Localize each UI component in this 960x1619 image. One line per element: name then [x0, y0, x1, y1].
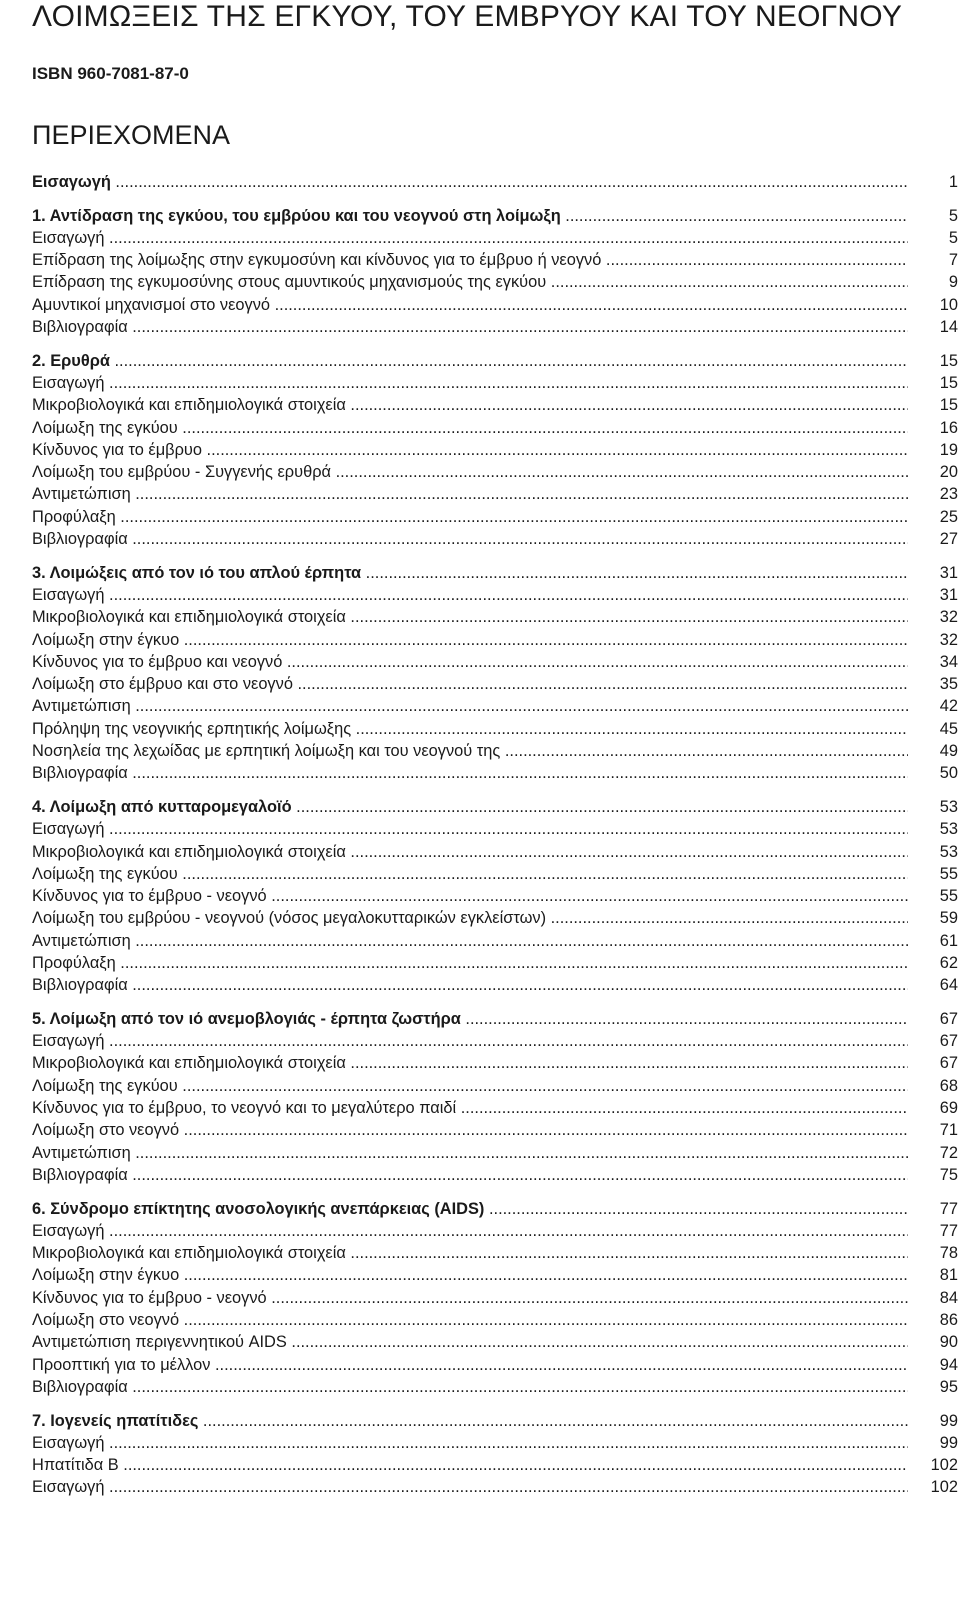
toc-entry-text: Μικροβιολογικά και επιδημιολογικά στοιχεία: [32, 608, 346, 627]
toc-page-number: 59: [939, 909, 958, 928]
toc-entry-label: [32, 651, 908, 673]
toc-entry-row: [32, 718, 958, 740]
toc-entry-label: [32, 863, 908, 885]
toc-entry-label: [32, 1354, 908, 1376]
toc-page-number: 72: [939, 1143, 958, 1162]
toc-page-number: 32: [939, 630, 958, 649]
toc-entry-label: [32, 629, 908, 651]
toc-entry-text: Κίνδυνος για το έμβρυο - νεογνό: [32, 1288, 267, 1307]
toc-page-number: 34: [939, 652, 958, 671]
toc-entry-text: Βιβλιογραφία: [32, 764, 128, 783]
toc-page-number: 35: [939, 675, 958, 694]
toc-entry-label: [32, 673, 908, 695]
toc-entry-label: [32, 885, 908, 907]
toc-entry-row: [32, 762, 958, 784]
toc-entry-label: [32, 1164, 908, 1186]
toc-entry-label: [32, 1376, 908, 1398]
toc-entry-label: [32, 1287, 908, 1309]
toc-entry-text: Βιβλιογραφία: [32, 976, 128, 995]
toc-page-number: 99: [939, 1433, 958, 1452]
toc-page-number: 67: [939, 1032, 958, 1051]
toc-entry-label: [32, 562, 908, 584]
toc-entry-text: 4. Λοίμωξη από κυτταρομεγαλοϊό: [32, 797, 292, 816]
toc-entry-label: [32, 1030, 908, 1052]
toc-entry-text: Εισαγωγή: [32, 1433, 105, 1452]
toc-entry-row: [32, 885, 958, 907]
toc-page-number: 75: [939, 1165, 958, 1184]
toc-page-number: 55: [939, 887, 958, 906]
toc-entry-row: [32, 227, 958, 249]
toc-entry-row: [32, 1119, 958, 1141]
toc-page-number: 7: [948, 251, 958, 270]
toc-entry-row: [32, 1376, 958, 1398]
toc-entry-label: [32, 271, 908, 293]
toc-page-number: 5: [948, 206, 958, 225]
toc-entry-text: Πρόληψη της νεογνικής ερπητικής λοίμωξης: [32, 719, 352, 738]
toc-entry-row: [32, 1454, 958, 1476]
toc-entry-label: [32, 372, 908, 394]
toc-entry-text: Βιβλιογραφία: [32, 318, 128, 337]
toc-page-number: 95: [939, 1377, 958, 1396]
toc-entry-row: [32, 1097, 958, 1119]
toc-page-number: 53: [939, 820, 958, 839]
toc-entry-label: [32, 1097, 908, 1119]
toc-page-number: 53: [939, 842, 958, 861]
toc-entry-row: [32, 584, 958, 606]
toc-entry-label: [32, 1008, 908, 1030]
toc-entry-label: [32, 1142, 908, 1164]
toc-entry-text: Εισαγωγή: [32, 585, 105, 604]
toc-entry-label: [32, 1075, 908, 1097]
toc-page-number: 78: [939, 1244, 958, 1263]
toc-entry-label: [32, 1432, 908, 1454]
toc-entry-text: Επίδραση της εγκυμοσύνης στους αμυντικούς μηχανισμούς της εγκύου: [32, 273, 547, 292]
toc-entry-row: [32, 417, 958, 439]
toc-entry-row: [32, 629, 958, 651]
toc-entry-label: [32, 483, 908, 505]
toc-entry-text: Μικροβιολογικά και επιδημιολογικά στοιχεία: [32, 842, 346, 861]
toc-entry-text: Λοίμωξη στην έγκυο: [32, 630, 180, 649]
toc-entry-row: [32, 673, 958, 695]
toc-entry-label: [32, 1309, 908, 1331]
toc-entry-label: [32, 294, 908, 316]
toc-entry-text: Λοίμωξη της εγκύου: [32, 864, 178, 883]
toc-page-number: 69: [939, 1099, 958, 1118]
toc-entry-row: [32, 1476, 958, 1498]
toc-entry-text: Προφύλαξη: [32, 953, 116, 972]
toc-page-number: 49: [939, 742, 958, 761]
toc-entry-text: Αντιμετώπιση: [32, 931, 131, 950]
toc-page-number: 15: [939, 373, 958, 392]
toc-page-number: 15: [939, 351, 958, 370]
toc-entry-row: [32, 1142, 958, 1164]
toc-entry-text: Λοίμωξη της εγκύου: [32, 418, 178, 437]
toc-entry-label: [32, 841, 908, 863]
toc-entry-row: [32, 1242, 958, 1264]
toc-page-number: 50: [939, 764, 958, 783]
toc-entry-text: Αντιμετώπιση: [32, 1143, 131, 1162]
toc-entry-label: [32, 1331, 908, 1353]
toc-chapter-row: [32, 796, 958, 818]
toc-entry-row: [32, 1164, 958, 1186]
toc-entry-row: [32, 1354, 958, 1376]
toc-page-number: 16: [939, 418, 958, 437]
toc-page-number: 9: [948, 273, 958, 292]
contents-heading: ΠΕΡΙΕΧΟΜΕΝΑ: [32, 120, 231, 150]
toc-page-number: 102: [930, 1478, 958, 1497]
toc-entry-row: [32, 1052, 958, 1074]
toc-entry-row: [32, 506, 958, 528]
toc-entry-label: [32, 506, 908, 528]
toc-entry-row: [32, 740, 958, 762]
toc-page-number: 68: [939, 1076, 958, 1095]
toc-entry-text: Μικροβιολογικά και επιδημιολογικά στοιχεία: [32, 1244, 346, 1263]
toc-page-number: 19: [939, 440, 958, 459]
toc-chapter-row: [32, 1410, 958, 1432]
toc-page-number: 31: [939, 585, 958, 604]
toc-page-number: 5: [948, 228, 958, 247]
toc-page-number: 84: [939, 1288, 958, 1307]
toc-page-number: 81: [939, 1266, 958, 1285]
toc-page-number: 31: [939, 563, 958, 582]
toc-entry-row: [32, 651, 958, 673]
toc-page-number: 86: [939, 1311, 958, 1330]
toc-page-number: 77: [939, 1199, 958, 1218]
toc-entry-text: Αντιμετώπιση: [32, 697, 131, 716]
toc-page-number: 15: [939, 396, 958, 415]
toc-page-number: 99: [939, 1411, 958, 1430]
toc-entry-label: [32, 227, 908, 249]
toc-entry-label: [32, 249, 908, 271]
toc-entry-label: [32, 461, 908, 483]
toc-page-number: 25: [939, 507, 958, 526]
toc-chapter-row: [32, 350, 958, 372]
toc-entry-text: Βιβλιογραφία: [32, 530, 128, 549]
toc-entry-text: 2. Ερυθρά: [32, 351, 110, 370]
toc-entry-row: [32, 294, 958, 316]
toc-entry-row: [32, 952, 958, 974]
toc-entry-label: [32, 974, 908, 996]
toc-entry-text: Λοίμωξη στην έγκυο: [32, 1266, 180, 1285]
toc-page-number: 71: [939, 1121, 958, 1140]
toc-entry-label: [32, 695, 908, 717]
toc-entry-text: Κίνδυνος για το έμβρυο - νεογνό: [32, 887, 267, 906]
toc-page-number: 10: [939, 295, 958, 314]
toc-entry-label: [32, 439, 908, 461]
toc-entry-row: [32, 461, 958, 483]
toc-entry-row: [32, 1432, 958, 1454]
toc-chapter-row: [32, 1008, 958, 1030]
toc-entry-label: [32, 417, 908, 439]
toc-entry-text: Βιβλιογραφία: [32, 1165, 128, 1184]
toc-entry-text: Εισαγωγή: [32, 1032, 105, 1051]
toc-page-number: 67: [939, 1009, 958, 1028]
toc-page-number: 1: [948, 173, 958, 191]
toc-entry-label: [32, 952, 908, 974]
toc-entry-label: [32, 1454, 908, 1476]
toc-entry-text: 5. Λοίμωξη από τον ιό ανεμοβλογιάς - έρπητα ζωστήρα: [32, 1009, 461, 1028]
toc-entry-label: [32, 350, 908, 372]
toc-entry-text: Επίδραση της λοίμωξης στην εγκυμοσύνη και κίνδυνος για το έμβρυο ή νεογνό: [32, 251, 602, 270]
toc-entry-row: [32, 249, 958, 271]
toc-page-number: 20: [939, 463, 958, 482]
toc-entry-row: [32, 1030, 958, 1052]
toc-entry-label: [32, 171, 908, 193]
toc-entry-label: [32, 907, 908, 929]
toc-entry-label: [32, 1198, 908, 1220]
toc-entry-row: [32, 974, 958, 996]
toc-entry-row: [32, 372, 958, 394]
toc-entry-text: 7. Ιογενείς ηπατίτιδες: [32, 1411, 199, 1430]
toc-entry-row: [32, 439, 958, 461]
toc-entry-row: [32, 841, 958, 863]
toc-entry-row: [32, 818, 958, 840]
toc-entry-label: [32, 740, 908, 762]
toc-entry-text: Εισαγωγή: [32, 820, 105, 839]
toc-chapter-row: [32, 205, 958, 227]
toc-chapter-row: [32, 1198, 958, 1220]
toc-entry-text: Αμυντικοί μηχανισμοί στο νεογνό: [32, 295, 271, 314]
toc-chapter-row: [32, 562, 958, 584]
toc-entry-row: [32, 483, 958, 505]
toc-entry-label: [32, 205, 908, 227]
toc-entry-text: Λοίμωξη στο νεογνό: [32, 1311, 180, 1330]
toc-entry-label: [32, 394, 908, 416]
toc-entry-text: Αντιμετώπιση: [32, 485, 131, 504]
toc-entry-row: [32, 1309, 958, 1331]
toc-entry-row: [32, 907, 958, 929]
toc-entry-label: [32, 316, 908, 338]
toc-entry-text: Προφύλαξη: [32, 507, 116, 526]
toc-entry-row: [32, 1075, 958, 1097]
toc-entry-row: [32, 930, 958, 952]
toc-entry-row: [32, 528, 958, 550]
toc-entry-text: Εισαγωγή: [32, 373, 105, 392]
toc-entry-row: [32, 271, 958, 293]
toc-entry-text: Μικροβιολογικά και επιδημιολογικά στοιχεία: [32, 396, 346, 415]
toc-entry-row: [32, 1287, 958, 1309]
toc-page-number: 90: [939, 1333, 958, 1352]
toc-entry-text: Νοσηλεία της λεχωίδας με ερπητική λοίμωξη και του νεογνού της: [32, 742, 501, 761]
toc-page-number: 64: [939, 976, 958, 995]
toc-entry-text: Κίνδυνος για το έμβρυο: [32, 440, 202, 459]
isbn-line: ISBN 960-7081-87-0: [32, 64, 189, 83]
toc-entry-text: Ηπατίτιδα Β: [32, 1456, 119, 1475]
document-title: ΛΟΙΜΩΞΕΙΣ ΤΗΣ ΕΓΚΥΟΥ, ΤΟΥ ΕΜΒΡΥΟΥ ΚΑΙ ΤΟΥ ΝΕΟΓΝΟΥ: [32, 0, 903, 33]
toc-entry-label: [32, 718, 908, 740]
toc-entry-row: [32, 1264, 958, 1286]
toc-page-number: 53: [939, 797, 958, 816]
toc-page-number: 77: [939, 1221, 958, 1240]
toc-entry-text: 3. Λοιμώξεις από τον ιό του απλού έρπητα: [32, 563, 362, 582]
toc-page-number: 23: [939, 485, 958, 504]
toc-page-number: 55: [939, 864, 958, 883]
toc-entry-text: Μικροβιολογικά και επιδημιολογικά στοιχεία: [32, 1054, 346, 1073]
toc-entry-text: Προοπτική για το μέλλον: [32, 1355, 211, 1374]
toc-entry-row: [32, 394, 958, 416]
table-of-contents: [32, 171, 958, 1499]
toc-entry-text: 6. Σύνδρομο επίκτητης ανοσολογικής ανεπάρκειας (AIDS): [32, 1199, 485, 1218]
toc-entry-label: [32, 1476, 908, 1498]
toc-entry-text: Εισαγωγή: [32, 173, 111, 191]
toc-entry-label: [32, 528, 908, 550]
toc-entry-row: [32, 695, 958, 717]
toc-entry-label: [32, 1410, 908, 1432]
toc-page-number: 67: [939, 1054, 958, 1073]
toc-entry-label: [32, 1052, 908, 1074]
toc-entry-label: [32, 762, 908, 784]
toc-entry-label: [32, 1220, 908, 1242]
toc-entry-text: Λοίμωξη του εμβρύου - Συγγενής ερυθρά: [32, 463, 332, 482]
toc-page-number: 32: [939, 608, 958, 627]
toc-entry-label: [32, 606, 908, 628]
toc-entry-row: [32, 316, 958, 338]
toc-entry-row: [32, 606, 958, 628]
toc-entry-label: [32, 1242, 908, 1264]
toc-page-number: 94: [939, 1355, 958, 1374]
toc-entry-text: Κίνδυνος για το έμβρυο και νεογνό: [32, 652, 283, 671]
toc-page-number: 61: [939, 931, 958, 950]
toc-page-number: 14: [939, 318, 958, 337]
toc-chapter-row: [32, 171, 958, 193]
toc-entry-text: Λοίμωξη του εμβρύου - νεογνού (νόσος μεγαλοκυτταρικών εγκλείστων): [32, 909, 547, 928]
toc-entry-text: Εισαγωγή: [32, 228, 105, 247]
toc-entry-text: Κίνδυνος για το έμβρυο, το νεογνό και το μεγαλύτερο παιδί: [32, 1099, 457, 1118]
toc-entry-label: [32, 584, 908, 606]
toc-entry-text: Λοίμωξη της εγκύου: [32, 1076, 178, 1095]
toc-entry-row: [32, 863, 958, 885]
toc-page-number: 102: [930, 1456, 958, 1475]
toc-entry-label: [32, 930, 908, 952]
toc-entry-label: [32, 1119, 908, 1141]
toc-entry-text: Εισαγωγή: [32, 1478, 105, 1497]
toc-entry-row: [32, 1220, 958, 1242]
toc-page-number: 27: [939, 530, 958, 549]
toc-entry-text: 1. Αντίδραση της εγκύου, του εμβρύου και του νεογνού στη λοίμωξη: [32, 206, 561, 225]
toc-entry-text: Λοίμωξη στο έμβρυο και στο νεογνό: [32, 675, 293, 694]
toc-entry-text: Λοίμωξη στο νεογνό: [32, 1121, 180, 1140]
toc-entry-row: [32, 1331, 958, 1353]
toc-entry-text: Εισαγωγή: [32, 1221, 105, 1240]
toc-entry-label: [32, 818, 908, 840]
toc-page-number: 42: [939, 697, 958, 716]
toc-entry-label: [32, 1264, 908, 1286]
toc-entry-text: Αντιμετώπιση περιγεννητικού AIDS: [32, 1333, 287, 1352]
toc-page-number: 45: [939, 719, 958, 738]
toc-page-number: 62: [939, 953, 958, 972]
toc-entry-text: Βιβλιογραφία: [32, 1377, 128, 1396]
toc-entry-label: [32, 796, 908, 818]
